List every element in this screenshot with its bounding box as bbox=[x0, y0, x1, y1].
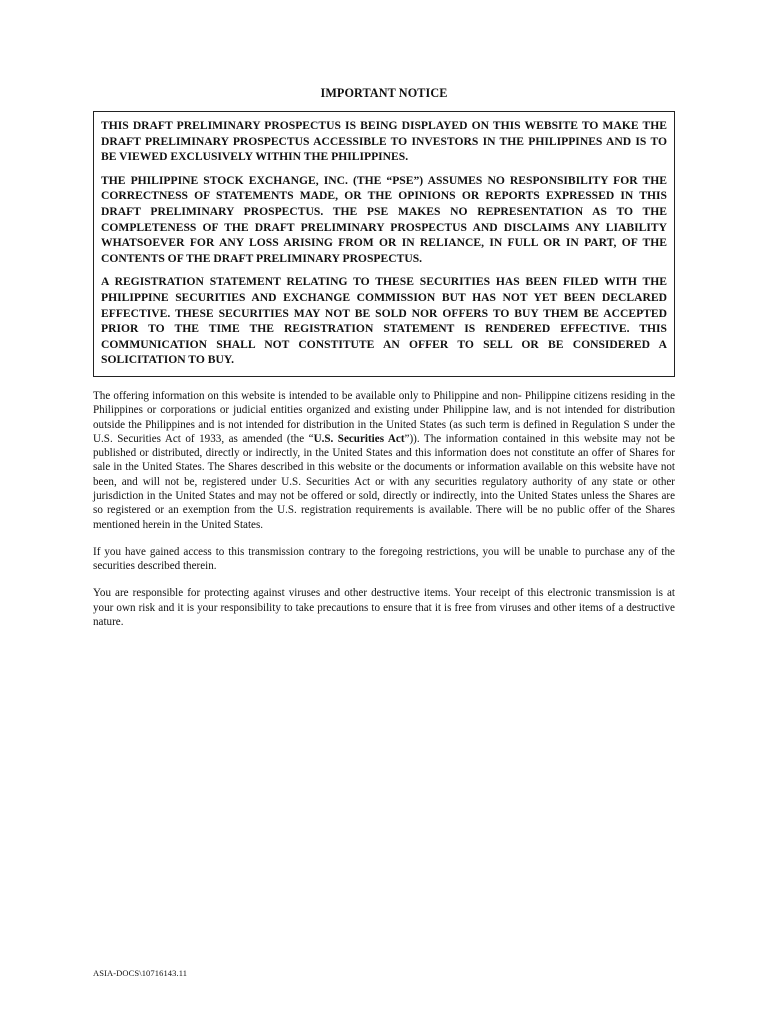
document-page bbox=[93, 86, 675, 642]
document-reference: ASIA-DOCS\10716143.11 bbox=[93, 968, 188, 978]
offering-text-start: The offering information on this website is intended to be available only to Philippine and non- Philippine citizens residing in the Philippines or corporations or judicial entities organized and existing under Philippine law, and is not intended for distribution outside the Philippines and is not intended for distribution in the United States (as such term is defined in Regulation S under the U.S. Securities Act of 1933, as amended (the “ bbox=[93, 389, 675, 445]
access-restriction-paragraph: If you have gained access to this transmission contrary to the foregoing restrictions, you will be unable to purchase any of the securities described therein. bbox=[93, 545, 675, 573]
body-text bbox=[93, 389, 675, 629]
notice-paragraph: A REGISTRATION STATEMENT RELATING TO THESE SECURITIES HAS BEEN FILED WITH THE PHILIPPINE SECURITIES AND EXCHANGE COMMISSION BUT HAS NOT YET BEEN DECLARED EFFECTIVE. THESE SECURITIES MAY NOT BE SOLD NOR OFFERS TO BUY THEM BE ACCEPTED PRIOR TO THE TIME THE REGISTRATION STATEMENT IS RENDERED EFFECTIVE. THIS COMMUNICATION SHALL NOT CONSTITUTE AN OFFER TO SELL OR BE CONSIDERED A SOLICITATION TO BUY. bbox=[101, 275, 667, 367]
notice-paragraph: THE PHILIPPINE STOCK EXCHANGE, INC. (THE “PSE”) ASSUMES NO RESPONSIBILITY FOR THE CORRECTNESS OF STATEMENTS MADE, OR THE OPINIONS OR REPORTS EXPRESSED IN THIS DRAFT PRELIMINARY PROSPECTUS. THE PSE MAKES NO REPRESENTATION AS TO THE COMPLETENESS OF THE DRAFT PRELIMINARY PROSPECTUS AND DISCLAIMS ANY LIABILITY WHATSOEVER FOR ANY LOSS ARISING FROM OR IN RELIANCE, IN FULL OR IN PART, OF THE CONTENTS OF THE DRAFT PRELIMINARY PROSPECTUS. bbox=[101, 173, 667, 265]
offering-text-end: ”)). The information contained in this website may not be published or distributed, directly or indirectly, in the United States and this information does not constitute an offer of Shares for sale in the United States. The Shares described in this website or the documents or information available on this website have not been, and will not be, registered under U.S. Securities Act or with any securities regulatory authority of any state or other jurisdiction in the United States and may not be offered or sold, directly or indirectly, into the United States unless the Shares are so registered or an exemption from the U.S. registration requirements is available. There will be no public offer of the Shares mentioned herein in the United States. bbox=[93, 432, 675, 531]
virus-disclaimer-paragraph: You are responsible for protecting against viruses and other destructive items. Your receipt of this electronic transmission is at your own risk and it is your responsibility to take precautions to ensure that it is free from viruses and other items of a destructive nature. bbox=[93, 587, 675, 629]
notice-box bbox=[93, 111, 675, 377]
securities-act-term: U.S. Securities Act bbox=[313, 432, 405, 445]
offering-paragraph bbox=[93, 389, 675, 532]
notice-paragraph: THIS DRAFT PRELIMINARY PROSPECTUS IS BEING DISPLAYED ON THIS WEBSITE TO MAKE THE DRAFT PRELIMINARY PROSPECTUS ACCESSIBLE TO INVESTORS IN THE PHILIPPINES AND IS TO BE VIEWED EXCLUSIVELY WITHIN THE PHILIPPINES. bbox=[101, 119, 667, 164]
notice-title: IMPORTANT NOTICE bbox=[320, 86, 448, 100]
